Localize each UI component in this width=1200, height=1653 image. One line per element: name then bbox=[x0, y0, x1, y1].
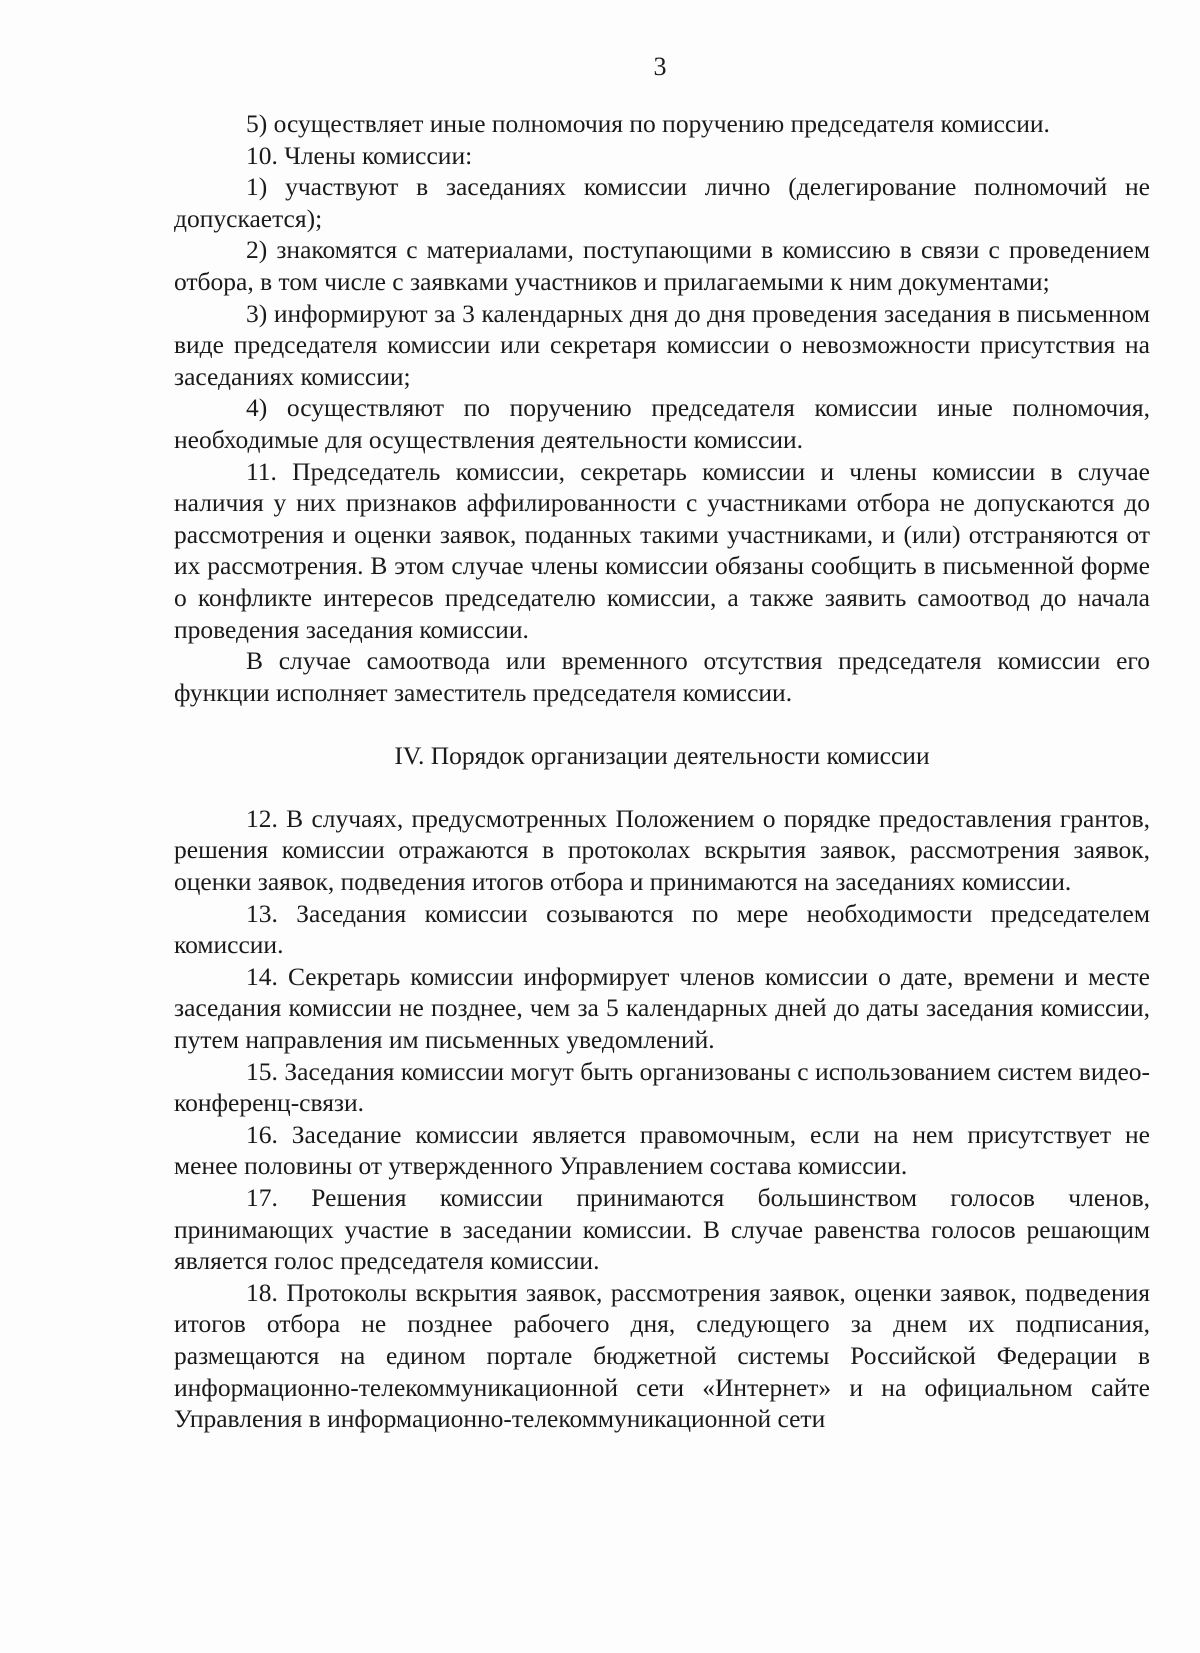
paragraph-18: 18. Протоколы вскрытия заявок, рассмотрения заявок, оценки заявок, подведения итогов отбора не позднее рабочего дня, следующего за днем их подписания, размещаются на едином портале бюджетной системы Российской Федерации в информационно-телекоммуникационной сети «Интернет» и на официальном сайте Управления в информационно-телекоммуникационной сети bbox=[174, 1277, 1150, 1434]
paragraph-members-4: 4) осуществляют по поручению председателя комиссии иные полномочия, необходимые для осуществления деятельности комиссии. bbox=[174, 393, 1150, 454]
paragraph-members-2: 2) знакомятся с материалами, поступающими в комиссию в связи с проведением отбора, в том числе с заявками участников и прилагаемыми к ним документами; bbox=[174, 235, 1150, 296]
paragraph-13: 13. Заседания комиссии созываются по мере необходимости председателем комиссии. bbox=[174, 898, 1150, 960]
paragraph-affiliation: 11. Председатель комиссии, секретарь комиссии и члены комиссии в случае наличия у них признаков аффилированности с участниками отбора не допускаются до рассмотрения и оценки заявок, поданных такими участниками, и (или) отстраняются от их рассмотрения. В этом случае члены комиссии обязаны сообщить в письменной форме о конфликте интересов председателю комиссии, а также заявить самоотвод до начала проведения заседания комиссии. bbox=[174, 456, 1150, 644]
paragraph-15: 15. Заседания комиссии могут быть организованы с использованием систем видео-конференц-связи. bbox=[174, 1056, 1150, 1118]
paragraph-self-recusal: В случае самоотвода или временного отсутствия председателя комиссии его функции исполняет заместитель председателя комиссии. bbox=[174, 646, 1150, 707]
paragraph-12: 12. В случаях, предусмотренных Положением о порядке предоставления грантов, решения комиссии отражаются в протоколах вскрытия заявок, рассмотрения заявок, оценки заявок, подведения итогов отбора и принимаются на заседаниях комиссии. bbox=[174, 803, 1150, 897]
paragraph-members-3: 3) информируют за 3 календарных дня до дня проведения заседания в письменном виде председателя комиссии или секретаря комиссии о невозможности присутствия на заседаниях комиссии; bbox=[174, 298, 1150, 391]
section-heading: IV. Порядок организации деятельности комиссии bbox=[394, 741, 930, 771]
paragraph-members-heading: 10. Члены комиссии: bbox=[246, 140, 473, 170]
paragraph-16: 16. Заседание комиссии является правомочным, если на нем присутствует не менее половины от утвержденного Управлением состава комиссии. bbox=[174, 1119, 1150, 1181]
paragraph-commission-powers-5: 5) осуществляет иные полномочия по поручению председателя комиссии. bbox=[246, 109, 1050, 138]
paragraph-members-1: 1) участвуют в заседаниях комиссии лично (делегирование полномочий не допускается); bbox=[174, 172, 1150, 233]
paragraph-14: 14. Секретарь комиссии информирует членов комиссии о дате, времени и месте заседания комиссии не позднее, чем за 5 календарных дней до даты заседания комиссии, путем направления им письменных уведомлений. bbox=[174, 961, 1150, 1055]
paragraph-17: 17. Решения комиссии принимаются большинством голосов членов, принимающих участие в заседании комиссии. В случае равенства голосов решающим является голос председателя комиссии. bbox=[174, 1183, 1150, 1276]
document-body bbox=[174, 108, 1150, 1435]
page-number: 3 bbox=[653, 52, 667, 81]
